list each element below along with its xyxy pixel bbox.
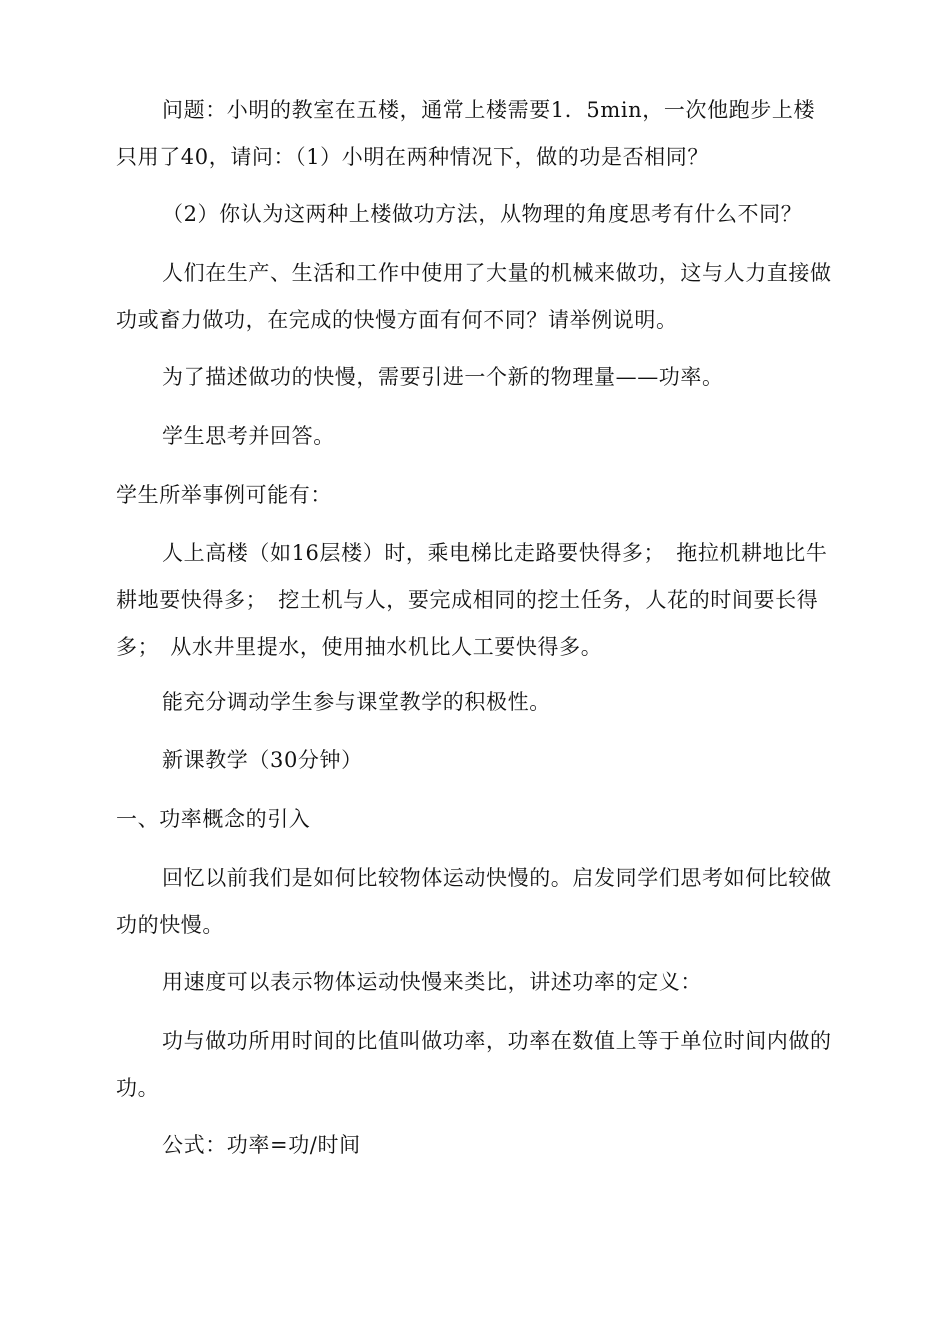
paragraph-analogy: 用速度可以表示物体运动快慢来类比，讲述功率的定义： — [162, 970, 702, 994]
section-heading-power-concept: 一、功率概念的引入 — [116, 807, 311, 831]
paragraph-question: 问题：小明的教室在五楼，通常上楼需要1．5min，一次他跑步上楼只用了40，请问：（1）小明在两种情况下，做的功是否相同？ — [116, 98, 816, 169]
paragraph-formula: 公式：功率=功/时间 — [162, 1133, 361, 1157]
paragraph-students-think: 学生思考并回答。 — [162, 424, 335, 448]
paragraph-introduce-power: 为了描述做功的快慢，需要引进一个新的物理量——功率。 — [162, 365, 724, 389]
paragraph-definition: 功与做功所用时间的比值叫做功率，功率在数值上等于单位时间内做的功。 — [116, 1029, 832, 1100]
paragraph-recall-speed: 回忆以前我们是如何比较物体运动快慢的。启发同学们思考如何比较做功的快慢。 — [116, 866, 832, 937]
paragraph-machines: 人们在生产、生活和工作中使用了大量的机械来做功，这与人力直接做功或畜力做功，在完成的快慢方面有何不同？请举例说明。 — [116, 261, 832, 332]
paragraph-engagement: 能充分调动学生参与课堂教学的积极性。 — [162, 690, 551, 714]
paragraph-examples: 人上高楼（如16层楼）时，乘电梯比走路要快得多； 拖拉机耕地比牛耕地要快得多； 挖土机与人，要完成相同的挖土任务，人花的时间要长得多； 从水井里提水，使用抽水机比人工要快得多。 — [116, 541, 828, 659]
paragraph-new-lesson: 新课教学（30分钟） — [162, 748, 363, 772]
paragraph-question-part2: （2）你认为这两种上楼做功方法，从物理的角度思考有什么不同？ — [162, 202, 803, 226]
paragraph-examples-heading: 学生所举事例可能有： — [116, 483, 332, 507]
